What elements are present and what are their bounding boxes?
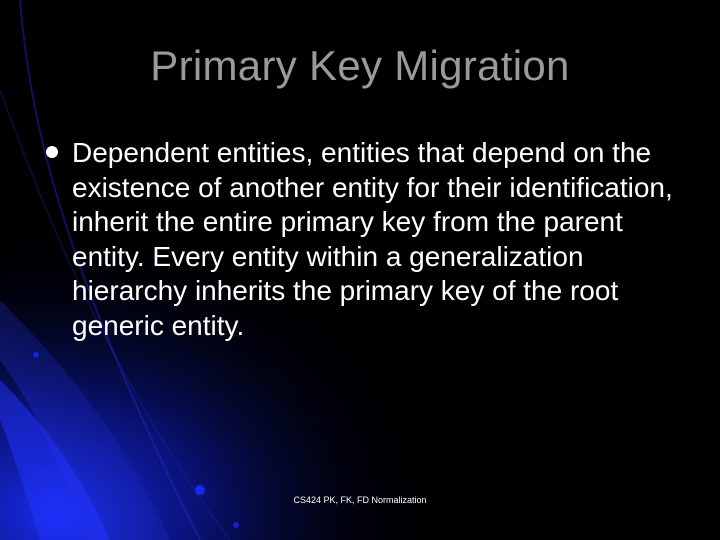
slide-footer: CS424 PK, FK, FD Normalization [293, 495, 427, 505]
bullet-text: Dependent entities, entities that depend on the existence of another entity for their identification, inherit the entire primary key from the parent entity. Every entity within a generalization hierarchy inherits the primary key of the root generic entity. [72, 137, 673, 341]
bullet-list [44, 136, 694, 343]
bullet-item [44, 136, 694, 343]
slide-title: Primary Key Migration [150, 42, 570, 89]
bullet-dot-icon [46, 146, 58, 158]
